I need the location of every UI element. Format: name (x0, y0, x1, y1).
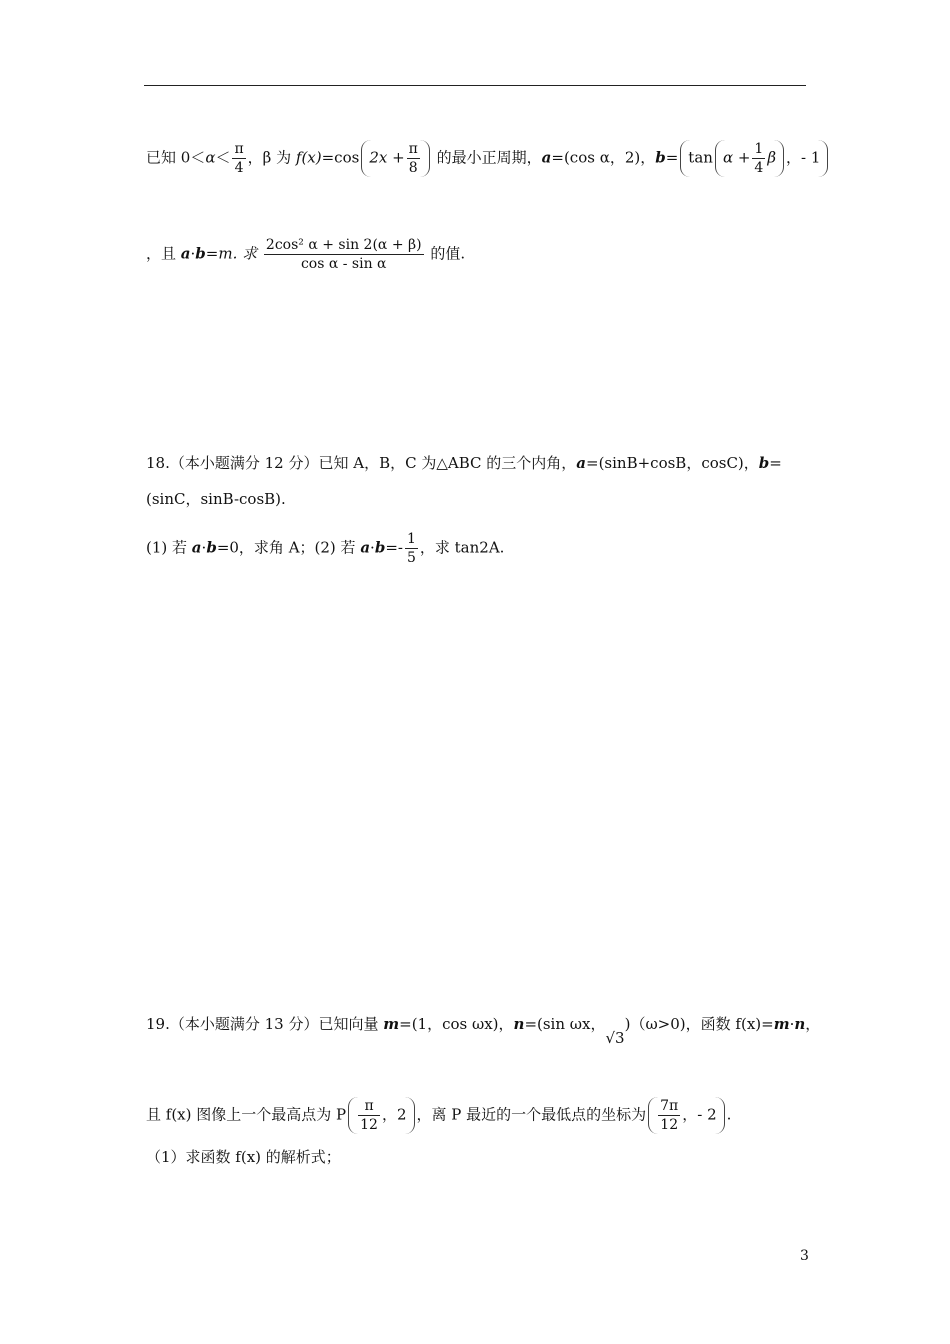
text: ，β 为 (247, 148, 296, 167)
paren-group: tan α + $\frac{1}{4}$ β ，- 1 (680, 140, 828, 177)
text: 的值. (425, 244, 466, 263)
text: 的最小正周期， (431, 148, 542, 167)
problem-19-line-2: 且 f(x) 图像上一个最高点为 P $\frac{\pi}{12}$ ，2 ，离 P 最近的一个最低点的坐标为 $\frac{7\pi}{12}$ ，- 2 . (146, 1098, 732, 1133)
paren-group: $\frac{\pi}{12}$ ，2 (348, 1097, 414, 1134)
problem-18-line-3: (1) 若 a·b=0，求角 A；(2) 若 a·b=- $\frac{1}{5}$ ，求 tan2A. (146, 531, 505, 566)
fraction-expression: $\frac{\text{2cos² α + sin 2(α + β)}}{\text{cos α - sin α}}$ (265, 237, 422, 272)
alpha: α (205, 148, 216, 167)
fraction-pi-over-4: $\frac{\pi}{4}$ (234, 141, 244, 176)
problem-19-line-3: （1）求函数 f(x) 的解析式； (146, 1148, 341, 1166)
paren-group-inner: α + $\frac{1}{4}$ β (715, 140, 784, 177)
paren-group: $\frac{7\pi}{12}$ ，- 2 (648, 1097, 725, 1134)
problem-18-line-1: 18.（本小题满分 12 分）已知 A，B，C 为△ABC 的三个内角，a=(sinB+cosB，cosC)，b= (146, 454, 782, 472)
fraction-7pi-over-12: $\frac{7\pi}{12}$ (660, 1098, 679, 1133)
fraction-1-over-4: $\frac{1}{4}$ (754, 141, 764, 176)
text: 已知 0＜ (146, 148, 206, 167)
sqrt-3: √3 (605, 1029, 625, 1047)
paren-group: 2x + $\frac{\pi}{8}$ (361, 140, 430, 177)
vector-a: a (541, 148, 552, 167)
vector-b: b (655, 148, 666, 167)
problem-17-line-1: 已知 0＜α＜ $\frac{\pi}{4}$ ，β 为 f(x)=cos 2x + $\frac{\pi}{8}$ 的最小正周期，a=(cos α，2)，b= tan α + $\frac{1}{4}$ β ，- 1 (146, 140, 830, 177)
problem-19-line-1: 19.（本小题满分 13 分）已知向量 m=(1，cos ωx)，n=(sin ωx，√3)（ω>0)，函数 f(x)=m·n， (146, 1015, 821, 1047)
text: =(cos α，2)， (551, 148, 656, 167)
problem-18-line-2: (sinC，sinB-cosB). (146, 490, 286, 508)
lt: ＜ (215, 148, 231, 167)
fraction-1-over-5: $\frac{1}{5}$ (406, 531, 416, 566)
text: ，且 (146, 244, 181, 263)
problem-17-line-2: ，且 a·b=m. 求 $\frac{\text{2cos² α + sin 2(α + β)}}{\text{cos α - sin α}}$ 的值. (146, 237, 466, 272)
page-number: 3 (800, 1248, 809, 1264)
function-f: f(x) (295, 148, 322, 167)
text: =cos (321, 148, 360, 167)
fraction-pi-over-8: $\frac{\pi}{8}$ (408, 141, 418, 176)
header-rule (144, 85, 806, 86)
fraction-pi-over-12: $\frac{\pi}{12}$ (360, 1098, 378, 1133)
